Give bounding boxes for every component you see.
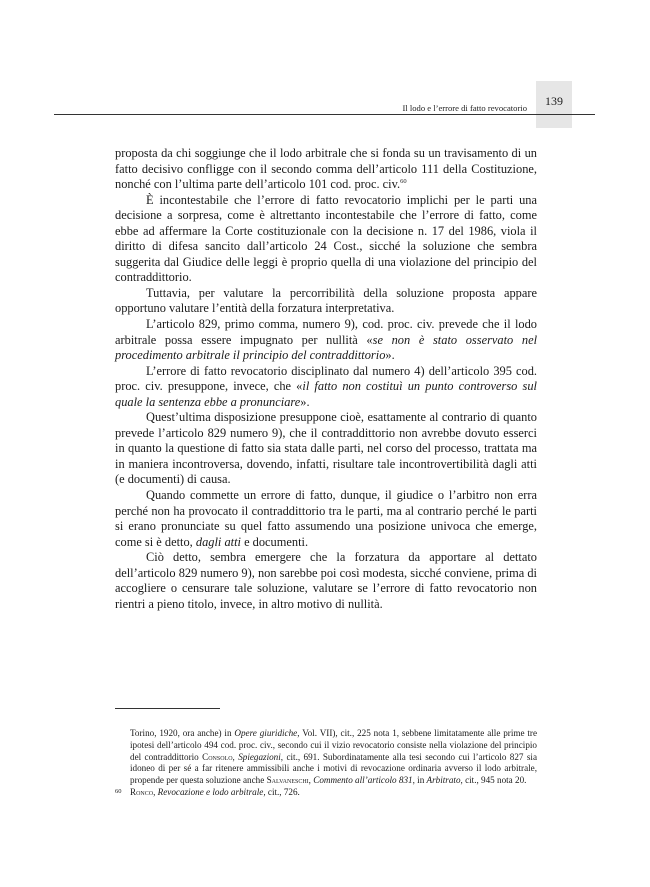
fn-text: , — [308, 775, 314, 786]
footnote-ref-60: 60 — [400, 177, 407, 185]
quote-article-395: il fatto non costituì un punto controverso sul quale la sentenza ebbe a pronunciare — [115, 379, 537, 409]
body-text — [115, 146, 537, 612]
paragraph-7-text: Quando commette un errore di fatto, dunque, il giudice o l’arbitro non erra perché non ha provocato il contraddittorio tra le parti, ma al contrario perché le parti si erano pronunciate su quel fatto assumendo una posizione univoca che emerge, come si è detto, — [115, 488, 537, 549]
emphasis-dagli-atti: dagli atti — [195, 534, 241, 549]
fn-text: , cit., 945 nota 20. — [460, 775, 527, 786]
paragraph-2: È incontestabile che l’errore di fatto revocatorio implichi per le parti una decisione a sorpresa, come è altrettanto incontestabile che l’errore di fatto, come ebbe ad affermare la Corte costituzionale con la decisione n. 17 del 1986, viola il diritto di difesa sancito dall’articolo 24 Cost., sicché la soluzione che sembra suggerita dal Giudice delle leggi è proprio quella di una violazione del principio del contraddittorio. — [115, 192, 537, 285]
fn-text: , — [153, 786, 158, 797]
paragraph-5 — [115, 364, 537, 411]
running-head: Il lodo e l’errore di fatto revocatorio — [402, 103, 527, 113]
paragraph-5-text: L’errore di fatto revocatorio disciplinato dal numero 4) dell’articolo 395 cod. proc. civ. presuppone, invece, che « — [115, 363, 537, 394]
paragraph-7-end: e documenti. — [240, 534, 309, 549]
fn-title-spiegazioni: Spiegazioni — [238, 751, 281, 762]
fn-text: , in — [412, 775, 427, 786]
footnotes — [115, 728, 537, 799]
fn-title-commento: Commento all’articolo 831 — [313, 775, 413, 786]
paragraph-3: Tuttavia, per valutare la percorribilità della soluzione proposta appare opportuno valutare l’entità della forzatura interpretativa. — [115, 285, 537, 316]
page-number: 139 — [545, 94, 563, 108]
paragraph-5-close: ». — [300, 394, 310, 409]
paragraph-8: Ciò detto, sembra emergere che la forzatura da apportare al dettato dell’articolo 829 numero 9), non sarebbe poi così modesta, sicché conviene, prima di accogliere o censurare tale soluzione, valutare se l’errore di fatto revocatorio non rientri a pieno titolo, invece, in altro motivo di nullità. — [115, 550, 537, 611]
fn-text: , cit., 691. Subordinatamente alla tesi secondo cui l’articolo 827 sia idoneo di per sé a far ritenere ammissibili anche i motivi di revocazione ordinaria avverso il lodo arbitrale, propende per questa soluzione anche — [130, 751, 537, 786]
footnote-rule — [115, 708, 220, 709]
fn-title-revocazione: Revocazione e lodo arbitrale, — [157, 786, 266, 797]
footnote-number-60: 60 — [115, 787, 122, 795]
fn-title-arbitrato: Arbitrato — [426, 775, 461, 786]
paragraph-4 — [115, 317, 537, 364]
fn-text: , Vol. VII), cit., 225 nota 1, sebbene limitatamente alle prime tre ipotesi dell’articolo 494 cod. proc. civ., secondo cui il vizio revocatorio consiste nella violazione del principio del contraddittorio — [130, 728, 537, 762]
paragraph-4-text: L’articolo 829, primo comma, numero 9), cod. proc. civ. prevede che il lodo arbitrale possa essere impugnato per nullità « — [115, 317, 537, 347]
fn-text: Torino, 1920, ora anche) in — [130, 728, 235, 738]
paragraph-4-close: ». — [385, 348, 395, 363]
fn-author-salvaneschi: Salvaneschi — [266, 775, 309, 786]
paragraph-1-text: proposta da chi soggiunge che il lodo arbitrale che si fonda su un travisamento di un fatto decisivo confligge con il secondo comma dell’articolo 111 della Costituzione, nonché con l’ultima parte dell’articolo 101 cod. proc. civ. — [115, 146, 537, 192]
footnote-continuation — [115, 728, 537, 787]
paragraph-1 — [115, 146, 537, 193]
fn-title-opere-giuridiche: Opere giuridiche — [234, 728, 298, 738]
fn-text: cit., 726. — [265, 786, 300, 797]
header-rule — [54, 114, 595, 115]
fn-author-ronco: Ronco — [130, 786, 154, 797]
fn-author-consolo: Consolo — [202, 751, 233, 762]
paragraph-7 — [115, 488, 537, 550]
footnote-60 — [115, 787, 537, 799]
quote-article-829: se non è stato osservato nel procedimento arbitrale il principio del contraddittorio — [115, 332, 538, 363]
paragraph-6: Quest’ultima disposizione presuppone cioè, esattamente al contrario di quanto prevede l’articolo 829 numero 9), che il contraddittorio non avrebbe dovuto esserci in quanto la questione di fatto sia stata dalle parti, nel corso del processo, trattata ma in maniera incontroversa, dovendo, infatti, risultare tale incontrovertibilità dagli atti (e documenti) di causa. — [115, 410, 537, 487]
fn-text: , — [232, 751, 239, 762]
